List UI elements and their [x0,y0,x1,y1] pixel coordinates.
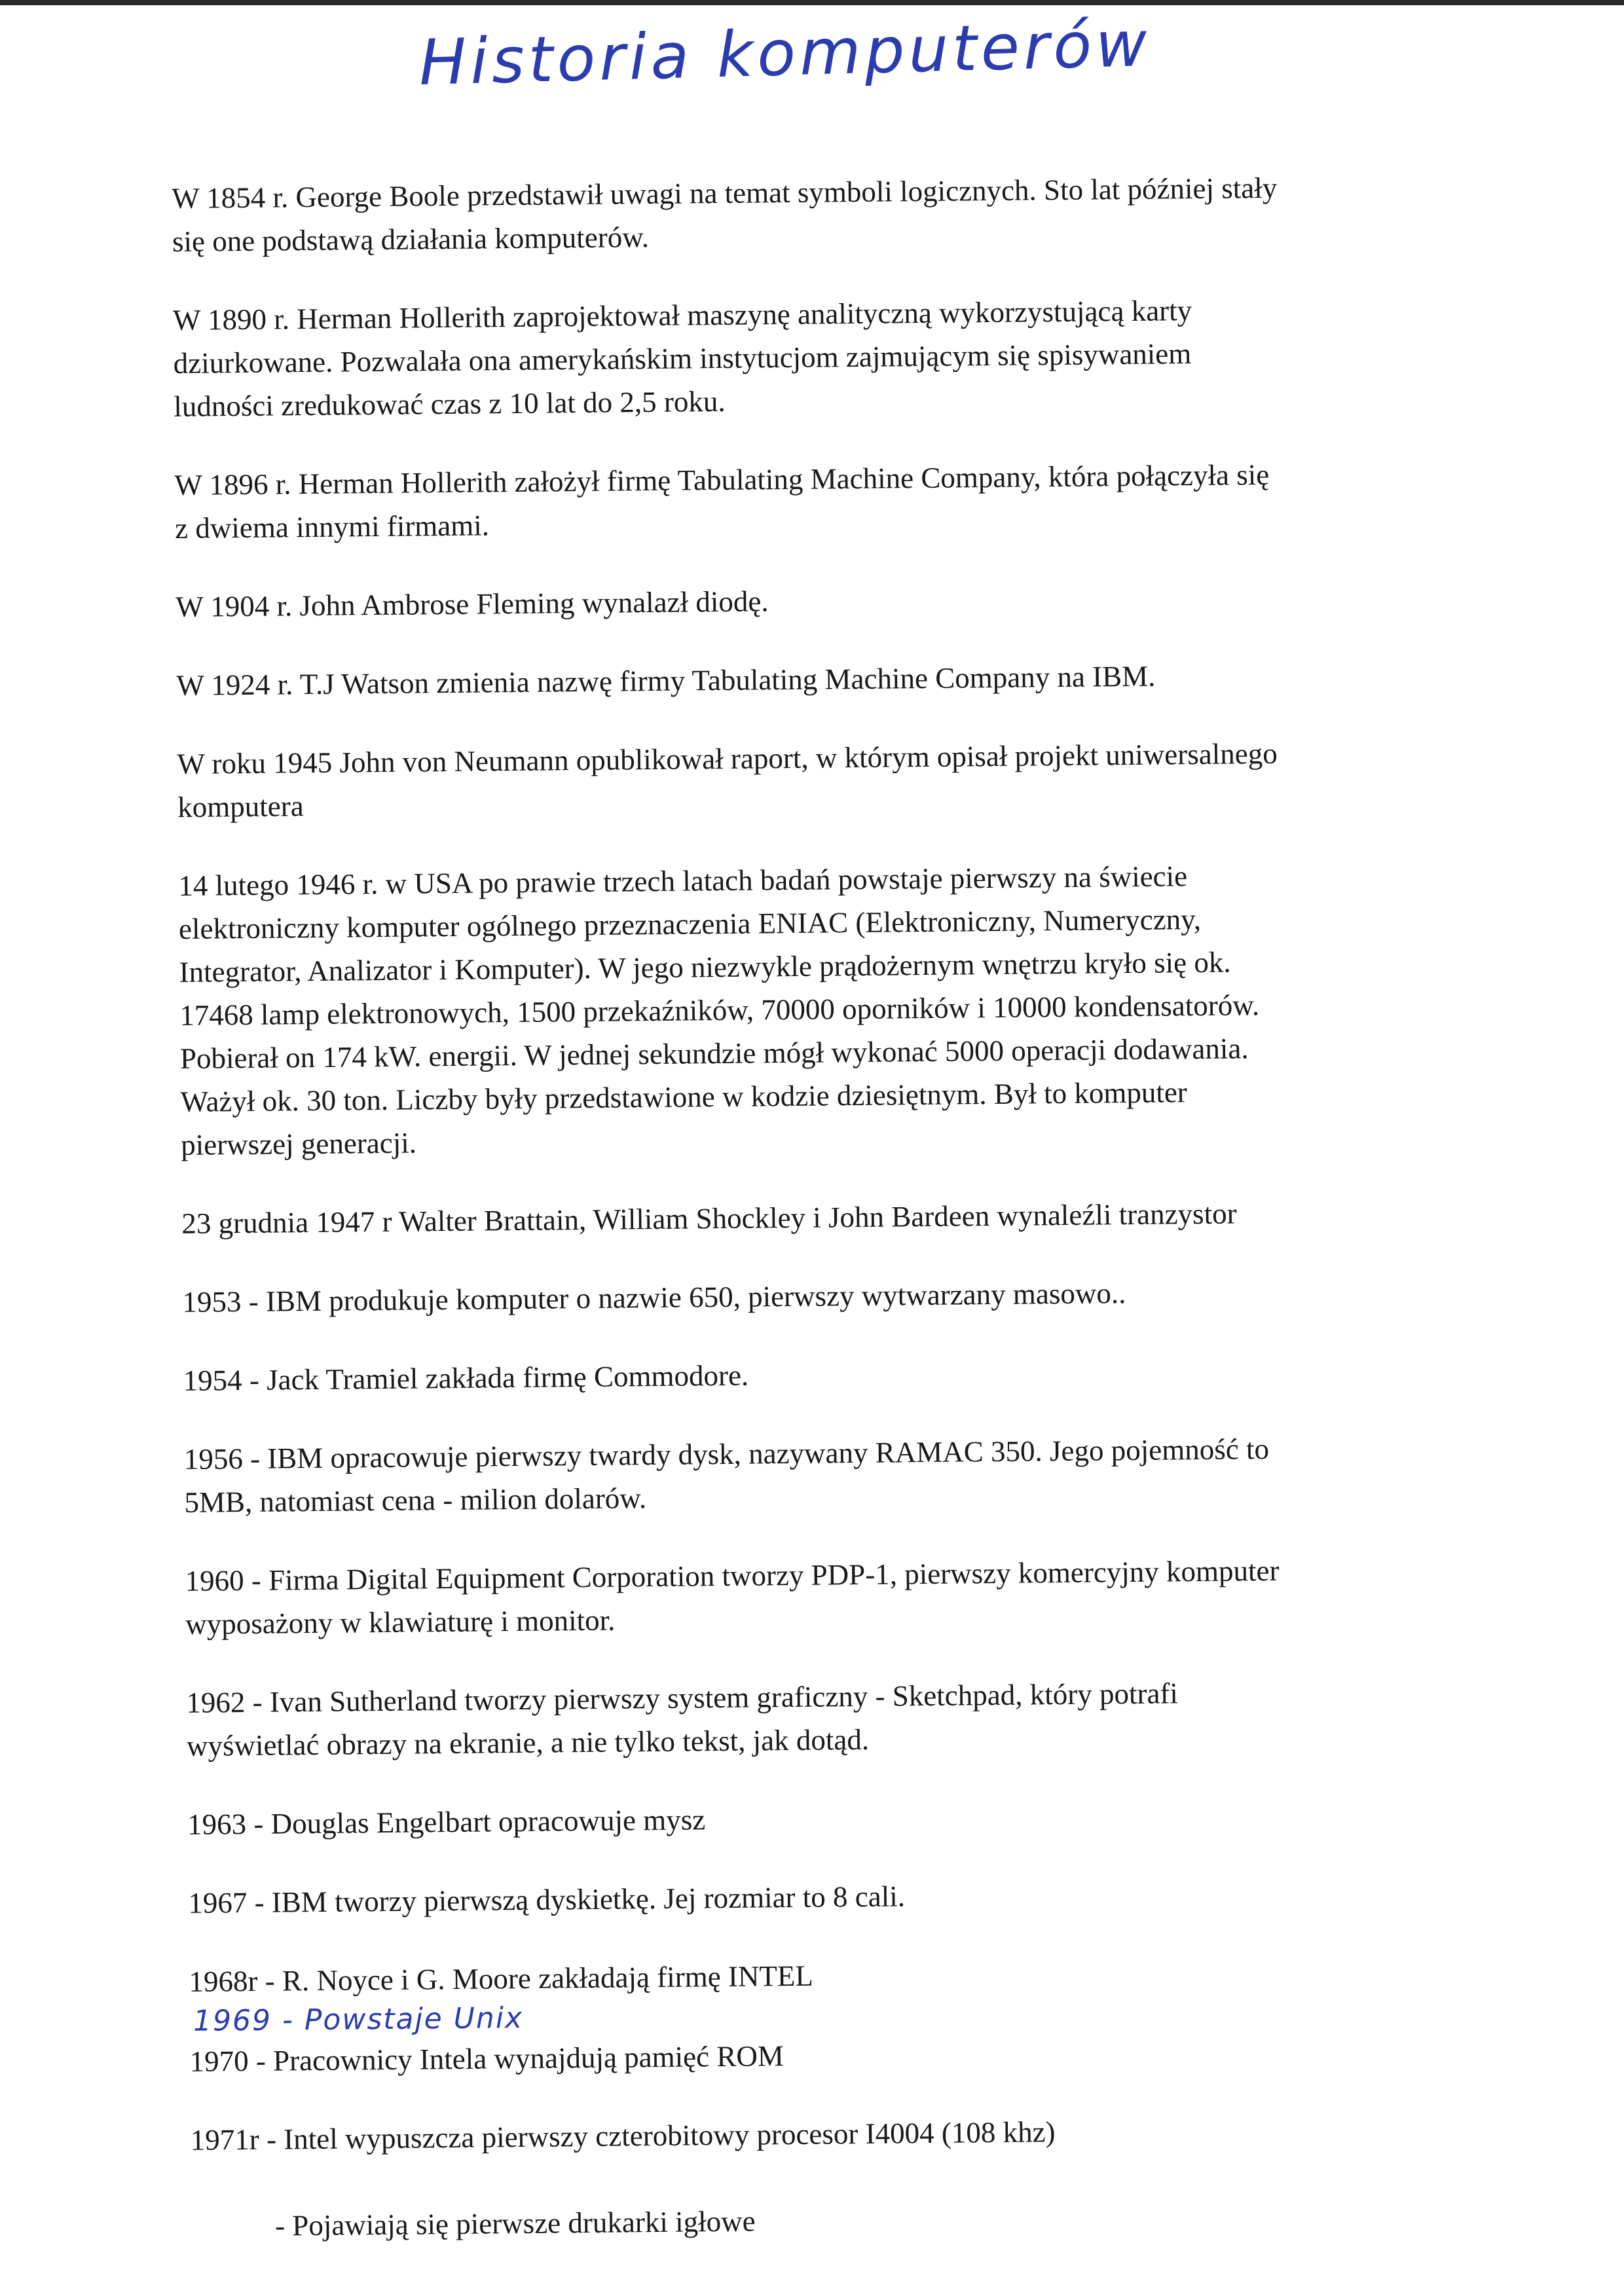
handwritten-title: Historia komputerów [418,7,1152,100]
timeline-entry: W 1904 r. John Ambrose Fleming wynalazł diodę. [175,585,769,623]
timeline-entry: W 1896 r. Herman Hollerith założył firmę Tabulating Machine Company, która połączyła się z dwiema innymi firmami. [174,458,1270,545]
scan-top-edge [0,0,1624,5]
timeline-entry: W 1924 r. T.J Watson zmienia nazwę firmy Tabulating Machine Company na IBM. [176,659,1156,702]
timeline-entry-1968: 1968r - R. Noyce i G. Moore zakładają firmę INTEL [189,1959,814,1998]
timeline-entry-1970: 1970 - Pracownicy Intela wynajdują pamięć ROM [189,2039,784,2078]
timeline-entry: 1956 - IBM opracowuje pierwszy twardy dysk, nazywany RAMAC 350. Jego pojemność to 5MB, natomiast cena - milion dolarów. [183,1432,1270,1519]
timeline-entry-1971: 1971r - Intel wypuszcza pierwszy czterobitowy procesor I4004 (108 khz) [190,2115,1056,2157]
timeline-entry: 1960 - Firma Digital Equipment Corporation tworzy PDP-1, pierwszy komercyjny komputer wyposażony w klawiaturę i monitor. [185,1554,1280,1641]
timeline-entry: W 1854 r. George Boole przedstawił uwagi na temat symboli logicznych. Sto lat później stały się one podstawą działania komputerów. [172,171,1278,258]
timeline-entry-1971-sub [191,2150,1436,2291]
timeline-entry: 1953 - IBM produkuje komputer o nazwie 650, pierwszy wytwarzany masowo.. [182,1277,1126,1319]
timeline-entry: W 1890 r. Herman Hollerith zaprojektował maszynę analityczną wykorzystującą karty dziurkowane. Pozwalała ona amerykańskim instytucjom zajmującym się spisywaniem ludności zredukować czas z 10 lat do 2,5 roku. [172,294,1192,423]
document-body [172,165,1436,2291]
timeline-entry-eniac: 14 lutego 1946 r. w USA po prawie trzech latach badań powstaje pierwszy na świecie elektroniczny komputer ogólnego przeznaczenia ENIAC (Elektroniczny, Numeryczny, Integrator, Analizator i Komputer). W jego niezwykle prądożernym wnętrzu kryło się ok. 17468 lamp elektronowych, 1500 przekaźników, 70000 oporników i 10000 kondensatorów. Pobierał on 174 kW. energii. W jednej sekundzie mógł wykonać 5000 operacji dodawania. Ważył ok. 30 ton. Liczby były przedstawione w kodzie dziesiętnym. Był to komputer pierwszej generacji. [178,860,1260,1161]
timeline-entry: W roku 1945 John von Neumann opublikował raport, w którym opisał projekt uniwersalnego komputera [177,737,1278,824]
timeline-entry: 1962 - Ivan Sutherland tworzy pierwszy system graficzny - Sketchpad, który potrafi wyświetlać obrazy na ekranie, a nie tylko tekst, jak dotąd. [186,1677,1179,1762]
timeline-entry: 1954 - Jack Tramiel zakłada firmę Commodore. [183,1358,749,1397]
timeline-entry: 23 grudnia 1947 r Walter Brattain, William Shockley i John Bardeen wynaleźli tranzystor [181,1197,1237,1240]
timeline-sub-item: - Pojawiają się pierwsze drukarki igłowe [274,2204,756,2242]
timeline-entry: 1967 - IBM tworzy pierwszą dyskietkę. Jej rozmiar to 8 cali. [188,1880,906,1920]
handwritten-note: 1969 - Powstaje Unix [193,2001,524,2038]
timeline-entry: 1963 - Douglas Engelbart opracowuje mysz [187,1803,706,1841]
